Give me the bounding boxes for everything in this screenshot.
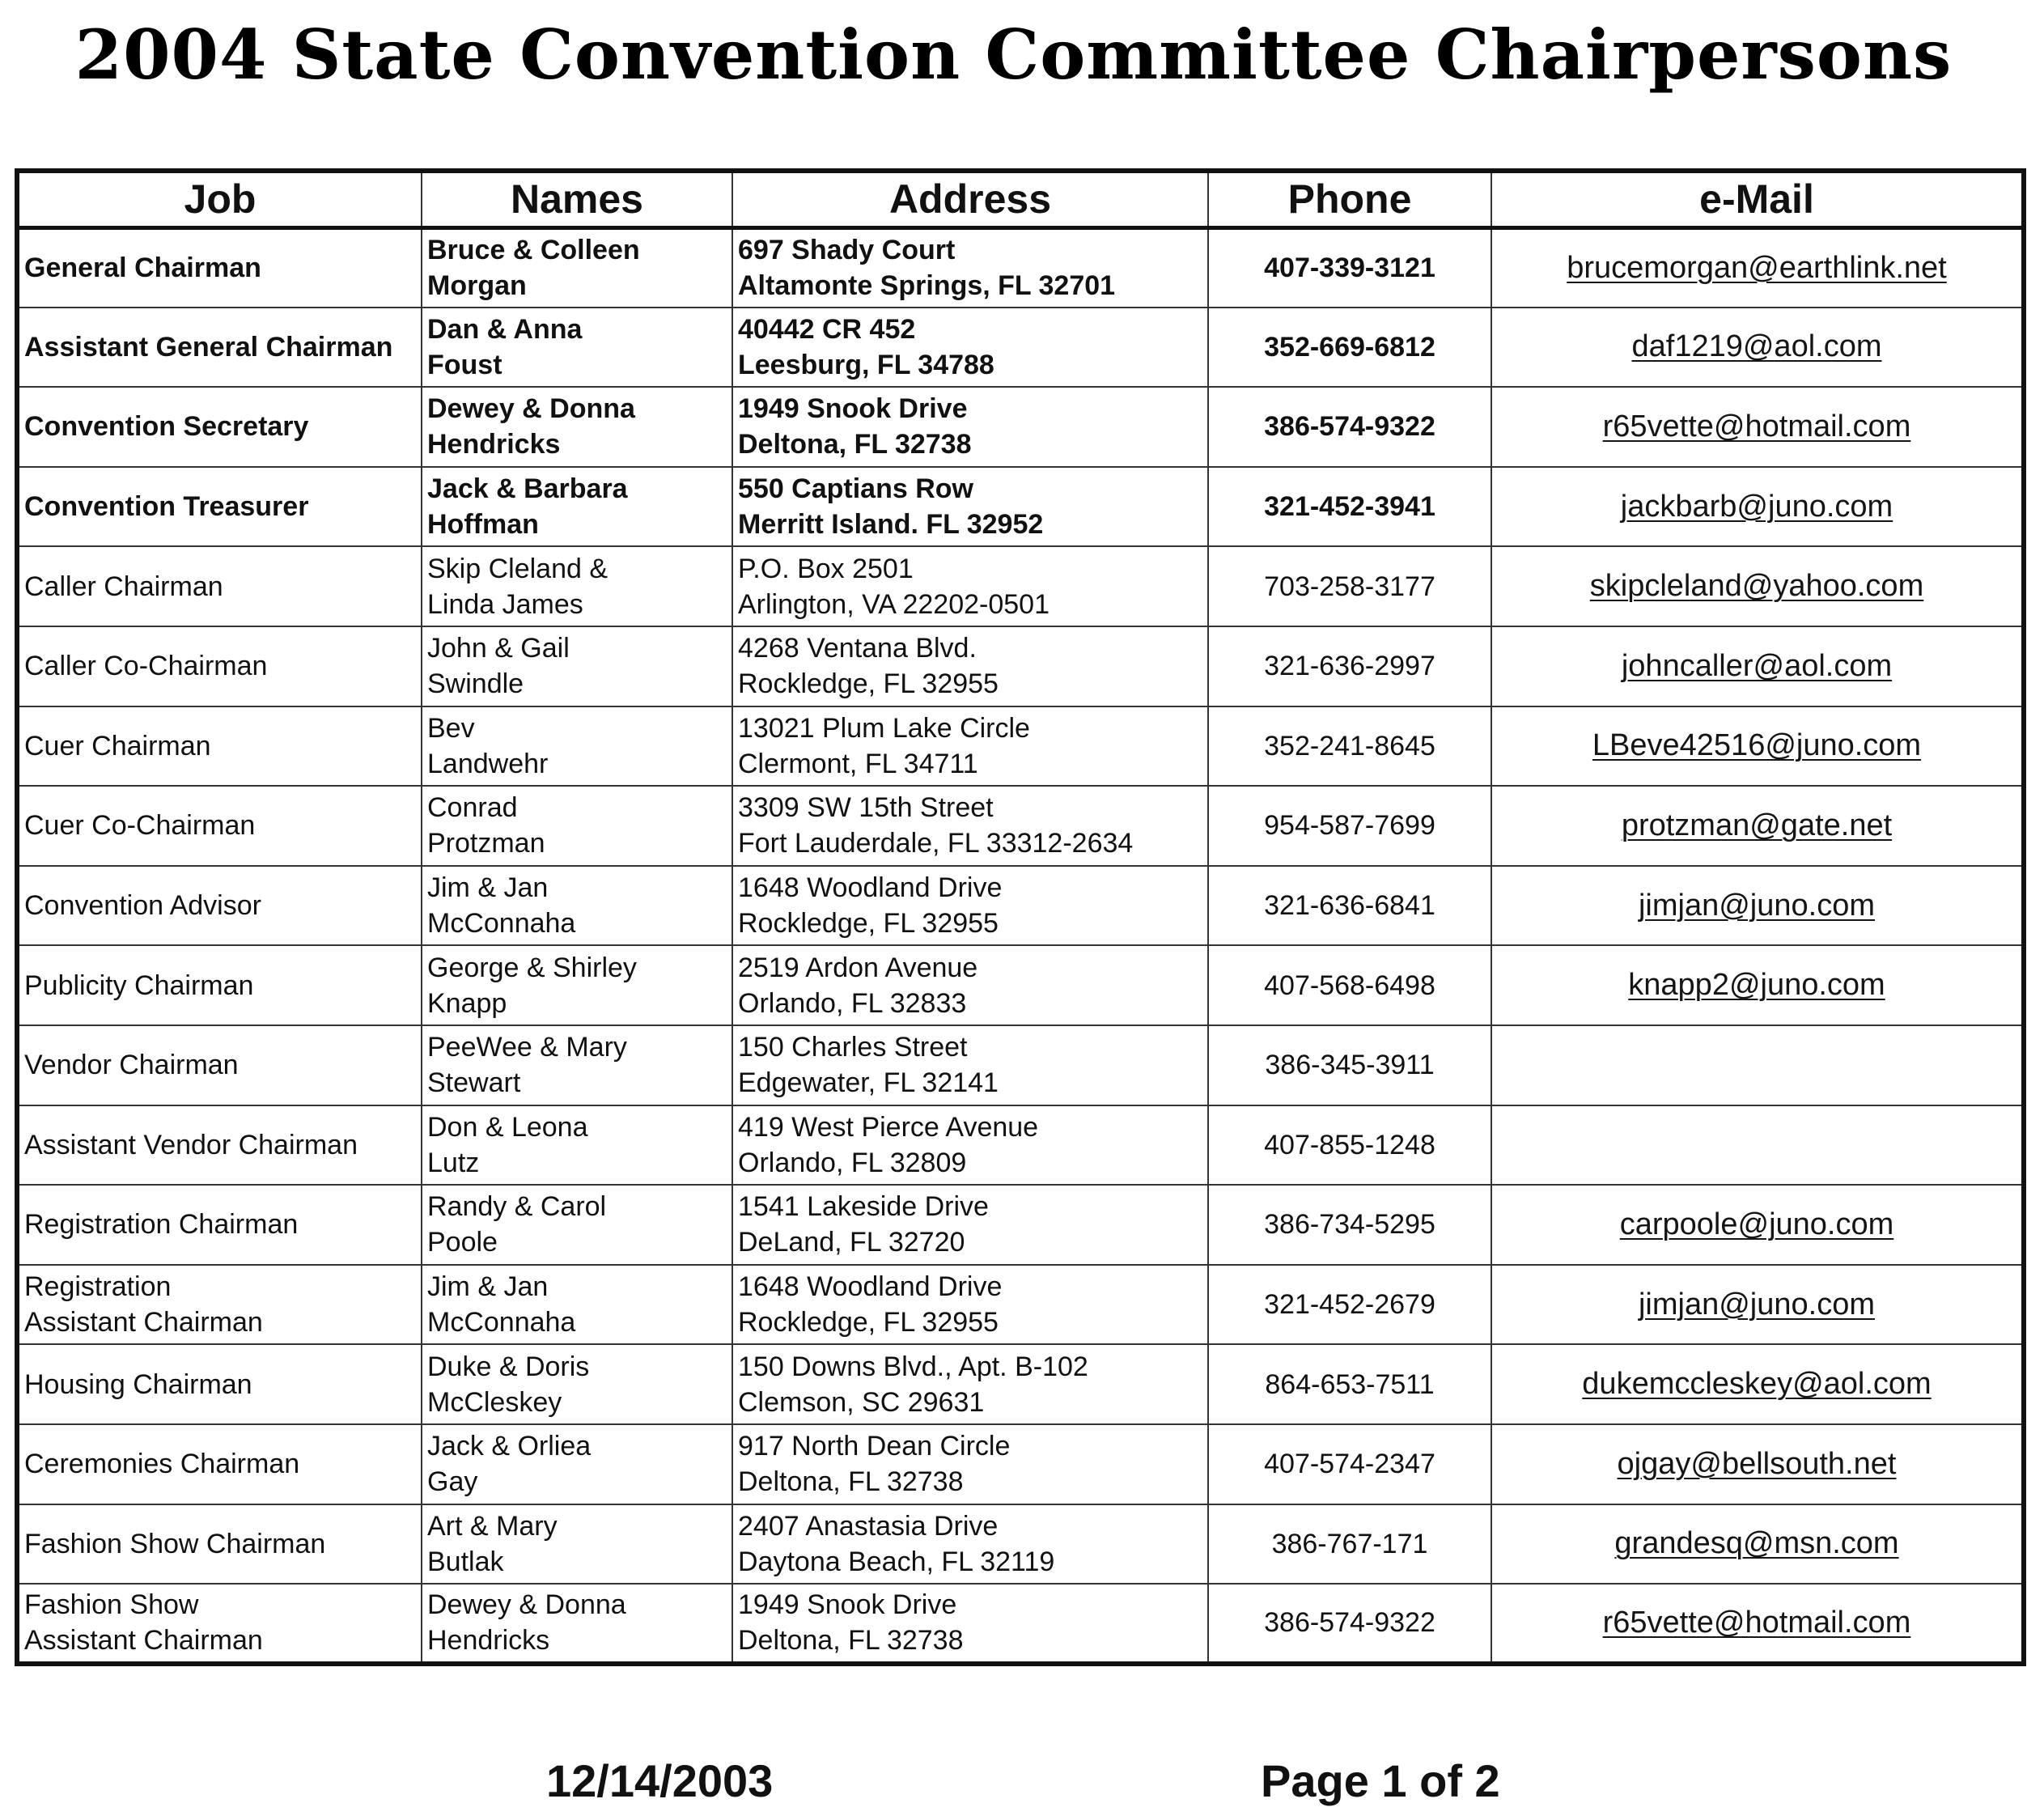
- address-cell-line: 1541 Lakeside Drive: [738, 1191, 989, 1223]
- job-cell: [17, 866, 422, 946]
- address-cell-line: Clermont, FL 34711: [738, 748, 978, 779]
- job-cell-line: Publicity Chairman: [24, 969, 254, 1001]
- email-link[interactable]: johncaller@aol.com: [1621, 648, 1893, 683]
- job-cell: [17, 467, 422, 547]
- names-cell-line: Dewey & Donna: [427, 393, 635, 425]
- address-cell: [732, 1584, 1208, 1664]
- job-cell-line: Fashion Show Chairman: [24, 1528, 326, 1559]
- names-cell: [422, 467, 732, 547]
- job-cell-line: Assistant Vendor Chairman: [24, 1129, 358, 1160]
- address-cell-line: 1949 Snook Drive: [738, 393, 968, 425]
- address-cell-line: 2519 Ardon Avenue: [738, 952, 978, 983]
- email-link[interactable]: brucemorgan@earthlink.net: [1567, 250, 1947, 285]
- column-header-email: e-Mail: [1491, 171, 2024, 227]
- job-cell: [17, 1584, 422, 1664]
- names-cell: [422, 1185, 732, 1265]
- phone-cell: 703-258-3177: [1208, 546, 1491, 626]
- email-link[interactable]: r65vette@hotmail.com: [1602, 409, 1911, 443]
- names-cell: [422, 1424, 732, 1504]
- address-cell-line: Rockledge, FL 32955: [738, 908, 999, 940]
- names-cell: [422, 1105, 732, 1186]
- names-cell-line: Don & Leona: [427, 1111, 588, 1143]
- email-link[interactable]: protzman@gate.net: [1621, 808, 1893, 842]
- address-cell-line: Fort Lauderdale, FL 33312-2634: [738, 828, 1134, 859]
- address-cell-line: DeLand, FL 32720: [738, 1227, 965, 1258]
- names-cell: [422, 387, 732, 467]
- email-link[interactable]: daf1219@aol.com: [1631, 329, 1882, 364]
- email-cell: [1491, 706, 2024, 787]
- table-row: [17, 546, 2024, 626]
- email-cell: [1491, 866, 2024, 946]
- job-cell-line: Housing Chairman: [24, 1368, 252, 1400]
- names-cell-line: Swindle: [427, 668, 524, 700]
- email-cell: [1491, 945, 2024, 1025]
- job-cell-line: Convention Advisor: [24, 890, 261, 922]
- address-cell: [732, 387, 1208, 467]
- names-cell-line: George & Shirley: [427, 952, 637, 983]
- job-cell: [17, 227, 422, 308]
- address-cell-line: 2407 Anastasia Drive: [738, 1510, 999, 1542]
- job-cell: [17, 706, 422, 787]
- table-row: [17, 1504, 2024, 1585]
- names-cell: [422, 706, 732, 787]
- column-header-job: Job: [17, 171, 422, 227]
- job-cell-line: Assistant General Chairman: [24, 331, 393, 363]
- address-cell-line: P.O. Box 2501: [738, 553, 914, 584]
- email-link[interactable]: jackbarb@juno.com: [1620, 489, 1893, 524]
- job-cell: [17, 1344, 422, 1424]
- column-header-names: Names: [422, 171, 732, 227]
- email-cell: [1491, 1424, 2024, 1504]
- address-cell-line: Rockledge, FL 32955: [738, 668, 999, 700]
- column-header-address: Address: [732, 171, 1208, 227]
- address-cell-line: Leesburg, FL 34788: [738, 349, 994, 380]
- names-cell: [422, 866, 732, 946]
- names-cell-line: Protzman: [427, 828, 545, 859]
- names-cell: [422, 1265, 732, 1345]
- phone-cell: 352-241-8645: [1208, 706, 1491, 787]
- address-cell-line: 1949 Snook Drive: [738, 1589, 957, 1621]
- address-cell: [732, 1424, 1208, 1504]
- footer-date: 12/14/2003: [546, 1755, 774, 1806]
- names-cell-line: Jim & Jan: [427, 872, 549, 904]
- address-cell-line: Deltona, FL 32738: [738, 429, 972, 460]
- table-row: [17, 1105, 2024, 1186]
- email-cell: [1491, 546, 2024, 626]
- names-cell-line: Linda James: [427, 588, 583, 620]
- email-cell: [1491, 467, 2024, 547]
- table-row: [17, 1265, 2024, 1345]
- table-row: [17, 626, 2024, 706]
- email-link[interactable]: carpoole@juno.com: [1619, 1207, 1894, 1241]
- job-cell-line: Vendor Chairman: [24, 1050, 239, 1081]
- phone-cell: 321-636-2997: [1208, 626, 1491, 706]
- job-cell-line: Convention Secretary: [24, 411, 309, 443]
- email-cell: [1491, 227, 2024, 308]
- email-link[interactable]: ojgay@bellsouth.net: [1617, 1446, 1897, 1481]
- phone-cell: 321-636-6841: [1208, 866, 1491, 946]
- email-link[interactable]: dukemccleskey@aol.com: [1582, 1367, 1932, 1402]
- address-cell-line: 13021 Plum Lake Circle: [738, 712, 1030, 744]
- address-cell: [732, 1105, 1208, 1186]
- email-cell: [1491, 387, 2024, 467]
- column-header-phone: Phone: [1208, 171, 1491, 227]
- names-cell: [422, 308, 732, 388]
- table-row: [17, 1344, 2024, 1424]
- email-cell: [1491, 1105, 2024, 1186]
- names-cell-line: Foust: [427, 349, 503, 380]
- job-cell: [17, 1025, 422, 1105]
- names-cell-line: Lutz: [427, 1147, 480, 1178]
- names-cell-line: Hendricks: [427, 1625, 550, 1657]
- job-cell-line: Registration Chairman: [24, 1209, 299, 1241]
- address-cell-line: Orlando, FL 32833: [738, 987, 967, 1019]
- job-cell-line: Caller Chairman: [24, 571, 223, 602]
- address-cell-line: Daytona Beach, FL 32119: [738, 1546, 1055, 1577]
- table-row: [17, 866, 2024, 946]
- table-row: [17, 1185, 2024, 1265]
- email-cell: [1491, 1185, 2024, 1265]
- phone-cell: 407-568-6498: [1208, 945, 1491, 1025]
- address-cell-line: 3309 SW 15th Street: [738, 792, 994, 824]
- names-cell-line: Bev: [427, 712, 475, 744]
- address-cell: [732, 546, 1208, 626]
- names-cell-line: Morgan: [427, 270, 527, 302]
- names-cell-line: Gay: [427, 1466, 478, 1498]
- names-cell-line: John & Gail: [427, 633, 570, 664]
- table-body: [17, 227, 2024, 1664]
- names-cell: [422, 546, 732, 626]
- job-cell: [17, 1504, 422, 1585]
- email-link[interactable]: knapp2@juno.com: [1628, 968, 1885, 1003]
- names-cell: [422, 1344, 732, 1424]
- names-cell: [422, 1504, 732, 1585]
- table-row: [17, 467, 2024, 547]
- job-cell-line: Registration: [24, 1271, 172, 1303]
- chairpersons-table: [15, 168, 2026, 1666]
- table-row: [17, 945, 2024, 1025]
- phone-cell: 386-767-171: [1208, 1504, 1491, 1585]
- address-cell: [732, 1025, 1208, 1105]
- names-cell-line: Art & Mary: [427, 1510, 558, 1542]
- job-cell: [17, 1105, 422, 1186]
- address-cell-line: 150 Downs Blvd., Apt. B-102: [738, 1351, 1088, 1382]
- table-row: [17, 1025, 2024, 1105]
- table-row: [17, 1424, 2024, 1504]
- job-cell: [17, 387, 422, 467]
- table-row: [17, 227, 2024, 308]
- job-cell: [17, 308, 422, 388]
- address-cell-line: 419 West Pierce Avenue: [738, 1111, 1039, 1143]
- table-row: [17, 1584, 2024, 1664]
- footer-page-number: Page 1 of 2: [1261, 1755, 1500, 1806]
- page-title: 2004 State Convention Committee Chairpersons: [74, 15, 1953, 95]
- job-cell-line: Fashion Show: [24, 1589, 199, 1621]
- job-cell: [17, 626, 422, 706]
- names-cell-line: Poole: [427, 1227, 498, 1258]
- names-cell-line: Jack & Orliea: [427, 1431, 592, 1462]
- names-cell-line: Hoffman: [427, 509, 539, 541]
- email-cell: [1491, 1025, 2024, 1105]
- address-cell-line: 697 Shady Court: [738, 235, 956, 266]
- address-cell: [732, 1504, 1208, 1585]
- phone-cell: 386-574-9322: [1208, 1584, 1491, 1664]
- address-cell-line: Arlington, VA 22202-0501: [738, 588, 1050, 620]
- names-cell-line: Conrad: [427, 792, 518, 824]
- email-link[interactable]: jimjan@juno.com: [1638, 888, 1875, 923]
- job-cell-line: Assistant Chairman: [24, 1307, 263, 1338]
- email-link[interactable]: jimjan@juno.com: [1638, 1287, 1875, 1322]
- names-cell-line: McConnaha: [427, 908, 576, 940]
- phone-cell: 352-669-6812: [1208, 308, 1491, 388]
- job-cell-line: Assistant Chairman: [24, 1625, 263, 1657]
- address-cell: [732, 706, 1208, 787]
- address-cell-line: 4268 Ventana Blvd.: [738, 633, 977, 664]
- names-cell-line: McCleskey: [427, 1386, 562, 1418]
- job-cell-line: Ceremonies Chairman: [24, 1449, 300, 1480]
- address-cell: [732, 626, 1208, 706]
- phone-cell: 407-855-1248: [1208, 1105, 1491, 1186]
- phone-cell: 407-574-2347: [1208, 1424, 1491, 1504]
- email-link[interactable]: r65vette@hotmail.com: [1602, 1605, 1911, 1640]
- names-cell-line: Butlak: [427, 1546, 504, 1577]
- names-cell: [422, 1025, 732, 1105]
- email-cell: [1491, 1584, 2024, 1664]
- job-cell: [17, 945, 422, 1025]
- address-cell-line: 1648 Woodland Drive: [738, 872, 1003, 904]
- job-cell: [17, 1185, 422, 1265]
- email-link[interactable]: skipcleland@yahoo.com: [1589, 569, 1924, 604]
- job-cell-line: Caller Co-Chairman: [24, 651, 268, 682]
- address-cell: [732, 467, 1208, 547]
- job-cell-line: Convention Treasurer: [24, 491, 309, 523]
- names-cell: [422, 626, 732, 706]
- names-cell-line: PeeWee & Mary: [427, 1032, 627, 1063]
- names-cell-line: Jim & Jan: [427, 1271, 549, 1303]
- job-cell: [17, 786, 422, 866]
- names-cell-line: McConnaha: [427, 1307, 576, 1338]
- email-cell: [1491, 626, 2024, 706]
- names-cell-line: Bruce & Colleen: [427, 235, 640, 266]
- address-cell-line: Deltona, FL 32738: [738, 1466, 964, 1498]
- names-cell-line: Dan & Anna: [427, 313, 583, 345]
- email-cell: [1491, 786, 2024, 866]
- phone-cell: 386-345-3911: [1208, 1025, 1491, 1105]
- address-cell-line: 1648 Woodland Drive: [738, 1271, 1003, 1303]
- email-link[interactable]: LBeve42516@juno.com: [1592, 728, 1922, 763]
- address-cell-line: Clemson, SC 29631: [738, 1386, 985, 1418]
- job-cell-line: Cuer Co-Chairman: [24, 810, 256, 842]
- address-cell-line: 40442 CR 452: [738, 313, 916, 345]
- names-cell: [422, 945, 732, 1025]
- names-cell-line: Stewart: [427, 1067, 521, 1099]
- names-cell-line: Duke & Doris: [427, 1351, 590, 1382]
- address-cell: [732, 945, 1208, 1025]
- address-cell: [732, 227, 1208, 308]
- address-cell: [732, 866, 1208, 946]
- address-cell: [732, 308, 1208, 388]
- address-cell: [732, 1344, 1208, 1424]
- table-row: [17, 706, 2024, 787]
- address-cell-line: Rockledge, FL 32955: [738, 1307, 999, 1338]
- address-cell-line: 917 North Dean Circle: [738, 1431, 1011, 1462]
- phone-cell: 864-653-7511: [1208, 1344, 1491, 1424]
- address-cell-line: Orlando, FL 32809: [738, 1147, 967, 1178]
- phone-cell: 407-339-3121: [1208, 227, 1491, 308]
- job-cell: [17, 546, 422, 626]
- table-row: [17, 308, 2024, 388]
- job-cell: [17, 1265, 422, 1345]
- phone-cell: 386-574-9322: [1208, 387, 1491, 467]
- names-cell: [422, 786, 732, 866]
- names-cell-line: Dewey & Donna: [427, 1589, 626, 1621]
- names-cell-line: Randy & Carol: [427, 1191, 607, 1223]
- email-link[interactable]: grandesq@msn.com: [1614, 1526, 1899, 1561]
- address-cell: [732, 1185, 1208, 1265]
- email-cell: [1491, 1344, 2024, 1424]
- phone-cell: 321-452-2679: [1208, 1265, 1491, 1345]
- address-cell-line: Deltona, FL 32738: [738, 1625, 964, 1657]
- address-cell: [732, 1265, 1208, 1345]
- address-cell-line: Merritt Island. FL 32952: [738, 509, 1044, 541]
- names-cell-line: Jack & Barbara: [427, 473, 628, 505]
- address-cell-line: 550 Captians Row: [738, 473, 973, 505]
- names-cell: [422, 227, 732, 308]
- email-cell: [1491, 1265, 2024, 1345]
- phone-cell: 954-587-7699: [1208, 786, 1491, 866]
- address-cell-line: 150 Charles Street: [738, 1032, 968, 1063]
- names-cell-line: Hendricks: [427, 429, 561, 460]
- table-header-row: [17, 171, 2024, 227]
- email-cell: [1491, 1504, 2024, 1585]
- job-cell-line: Cuer Chairman: [24, 730, 211, 762]
- address-cell-line: Altamonte Springs, FL 32701: [738, 270, 1116, 302]
- phone-cell: 386-734-5295: [1208, 1185, 1491, 1265]
- job-cell-line: General Chairman: [24, 252, 261, 284]
- address-cell-line: Edgewater, FL 32141: [738, 1067, 999, 1099]
- names-cell: [422, 1584, 732, 1664]
- address-cell: [732, 786, 1208, 866]
- table-row: [17, 786, 2024, 866]
- email-cell: [1491, 308, 2024, 388]
- table-row: [17, 387, 2024, 467]
- names-cell-line: Skip Cleland &: [427, 553, 609, 584]
- names-cell-line: Knapp: [427, 987, 507, 1019]
- names-cell-line: Landwehr: [427, 748, 549, 779]
- phone-cell: 321-452-3941: [1208, 467, 1491, 547]
- job-cell: [17, 1424, 422, 1504]
